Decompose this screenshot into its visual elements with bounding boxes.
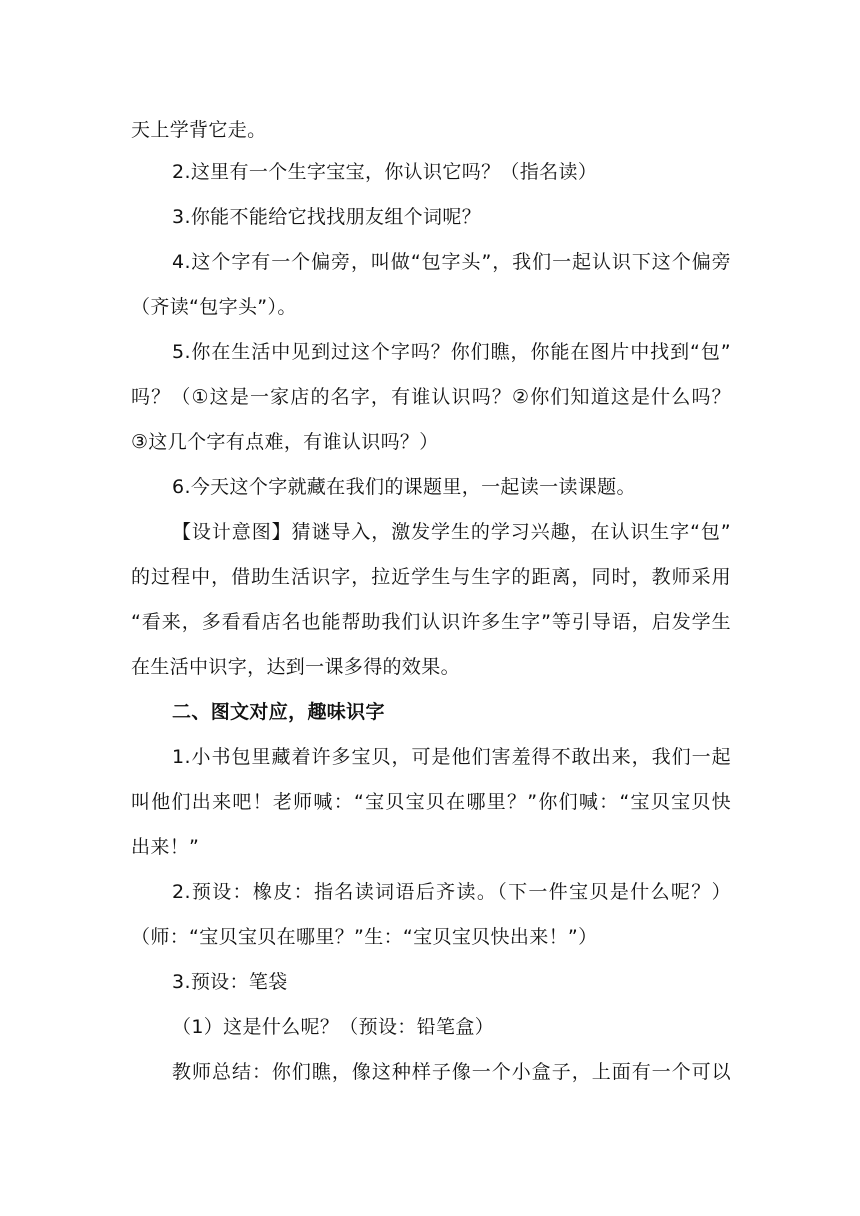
text-line: 天上学背它走。 <box>131 119 267 141</box>
text-line: 2.预设：橡皮：指名读词语后齐读。（下一件宝贝是什么呢？） <box>172 881 731 903</box>
text-line: 叫他们出来吧！老师喊：“宝贝宝贝在哪里？”你们喊：“宝贝宝贝快 <box>131 791 731 813</box>
text-line: （齐读“包字头”）。 <box>131 296 297 318</box>
text-line: 在生活中识字，达到一课多得的效果。 <box>131 656 460 678</box>
text-line: 【设计意图】猜谜导入，激发学生的学习兴趣，在认识生字“包” <box>172 521 731 543</box>
text-line: 5.你在生活中见到过这个字吗？你们瞧，你能在图片中找到“包” <box>172 341 731 363</box>
text-line: 教师总结：你们瞧，像这种样子像一个小盒子，上面有一个可以 <box>172 1061 731 1083</box>
text-line: “看来，多看看店名也能帮助我们认识许多生字”等引导语，启发学生 <box>131 611 731 633</box>
text-line: 1.小书包里藏着许多宝贝，可是他们害羞得不敢出来，我们一起 <box>172 746 731 768</box>
text-line: 吗？（①这是一家店的名字，有谁认识吗？②你们知道这是什么吗？ <box>131 386 731 408</box>
text-line: ③这几个字有点难，有谁认识吗？） <box>131 431 439 453</box>
text-line: 出来！” <box>131 836 200 858</box>
text-line: 6.今天这个字就藏在我们的课题里，一起读一读课题。 <box>172 476 636 498</box>
text-line: 的过程中，借助生活识字，拉近学生与生字的距离，同时，教师采用 <box>131 566 731 588</box>
text-line: 3.预设：笔袋 <box>172 971 288 993</box>
text-line: （师：“宝贝宝贝在哪里？”生：“宝贝宝贝快出来！”） <box>131 926 598 948</box>
text-line: 3.你能不能给它找找朋友组个词呢？ <box>172 206 482 228</box>
section-heading: 二、图文对应，趣味识字 <box>172 701 385 723</box>
text-line: 4.这个字有一个偏旁，叫做“包字头”，我们一起认识下这个偏旁 <box>172 251 731 273</box>
text-line: 2.这里有一个生字宝宝，你认识它吗？（指名读） <box>172 161 598 183</box>
text-line: （1）这是什么呢？（预设：铅笔盒） <box>172 1016 495 1038</box>
